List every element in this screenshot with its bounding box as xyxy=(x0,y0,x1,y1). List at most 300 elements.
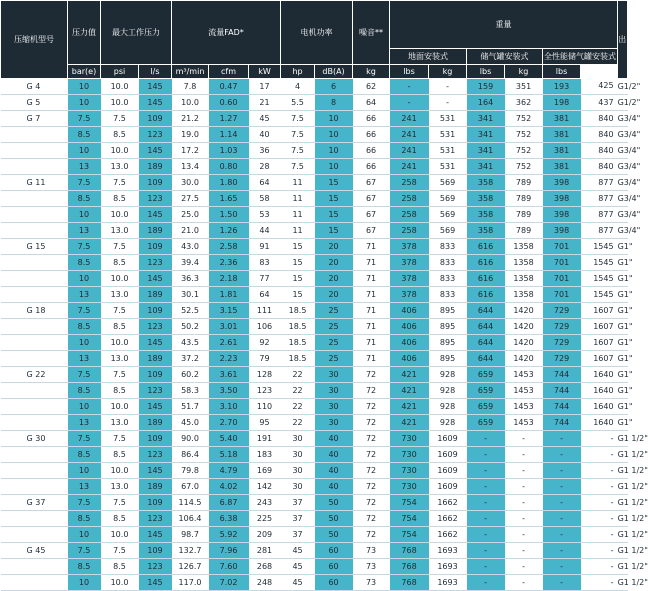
spec-cell: 8.5 xyxy=(68,319,101,335)
spec-cell: 659 xyxy=(467,383,505,399)
spec-cell: 1.80 xyxy=(209,175,249,191)
unit-header: kg xyxy=(429,65,467,79)
spec-cell: 1.81 xyxy=(209,287,249,303)
spec-cell: 7.5 xyxy=(101,543,139,559)
spec-cell: 730 xyxy=(390,431,429,447)
spec-cell: G1 1/2" xyxy=(618,543,628,559)
table-row xyxy=(1,255,628,271)
table-row xyxy=(1,495,628,511)
spec-cell: 159 xyxy=(467,79,505,95)
spec-cell: G3/4" xyxy=(618,175,628,191)
spec-cell: 8.5 xyxy=(101,319,139,335)
outlet-cell: 877 xyxy=(581,207,618,223)
spec-cell: 71 xyxy=(353,255,390,271)
spec-cell: 7.5 xyxy=(101,111,139,127)
unit-header: psi xyxy=(101,65,139,79)
model-cell xyxy=(1,127,68,143)
spec-cell: G1" xyxy=(618,287,628,303)
spec-cell: 421 xyxy=(390,415,429,431)
spec-cell: 7.02 xyxy=(209,575,249,591)
spec-cell: - xyxy=(467,463,505,479)
spec-cell: G1" xyxy=(618,367,628,383)
spec-cell: 752 xyxy=(505,127,543,143)
spec-cell: 10.0 xyxy=(101,527,139,543)
spec-cell: 569 xyxy=(429,223,467,239)
spec-cell: 11 xyxy=(281,191,315,207)
outlet-cell: - xyxy=(581,527,618,543)
spec-cell: 71 xyxy=(353,335,390,351)
spec-cell: 1662 xyxy=(429,495,467,511)
model-cell xyxy=(1,191,68,207)
spec-cell: 72 xyxy=(353,431,390,447)
spec-cell: - xyxy=(467,575,505,591)
spec-cell: 7.5 xyxy=(281,143,315,159)
spec-cell: - xyxy=(429,79,467,95)
spec-cell: 8.5 xyxy=(68,559,101,575)
spec-cell: 45 xyxy=(281,559,315,575)
spec-cell: 123 xyxy=(139,559,172,575)
spec-cell: 378 xyxy=(390,287,429,303)
spec-cell: 768 xyxy=(390,559,429,575)
spec-cell: 145 xyxy=(139,79,172,95)
table-row xyxy=(1,367,628,383)
spec-cell: 701 xyxy=(543,255,581,271)
spec-cell: 752 xyxy=(505,143,543,159)
spec-cell: 72 xyxy=(353,415,390,431)
unit-header: cfm xyxy=(209,65,249,79)
spec-cell: 60 xyxy=(315,559,353,575)
spec-cell: 729 xyxy=(543,319,581,335)
spec-cell: 71 xyxy=(353,287,390,303)
spec-cell: 701 xyxy=(543,287,581,303)
spec-cell: 18.5 xyxy=(281,303,315,319)
table-row xyxy=(1,175,628,191)
table-row xyxy=(1,559,628,575)
outlet-cell: - xyxy=(581,543,618,559)
spec-cell: 5.92 xyxy=(209,527,249,543)
spec-cell: - xyxy=(467,447,505,463)
spec-cell: 258 xyxy=(390,207,429,223)
spec-cell: 398 xyxy=(543,175,581,191)
spec-cell: 616 xyxy=(467,271,505,287)
spec-cell: - xyxy=(543,479,581,495)
spec-cell: 768 xyxy=(390,543,429,559)
spec-cell: 1420 xyxy=(505,303,543,319)
unit-header: l/s xyxy=(139,65,172,79)
table-row xyxy=(1,191,628,207)
spec-cell: 7.5 xyxy=(101,431,139,447)
spec-cell: 730 xyxy=(390,463,429,479)
spec-cell: - xyxy=(467,495,505,511)
spec-cell: 729 xyxy=(543,303,581,319)
spec-cell: 398 xyxy=(543,223,581,239)
spec-cell: G1 1/2" xyxy=(618,527,628,543)
spec-cell: 13.0 xyxy=(101,479,139,495)
spec-cell: 928 xyxy=(429,383,467,399)
table-row xyxy=(1,127,628,143)
spec-cell: 98.7 xyxy=(172,527,209,543)
spec-cell: 0.47 xyxy=(209,79,249,95)
spec-cell: - xyxy=(467,543,505,559)
spec-cell: 83 xyxy=(249,255,281,271)
spec-cell: 72 xyxy=(353,479,390,495)
spec-cell: 789 xyxy=(505,207,543,223)
spec-cell: 67.0 xyxy=(172,479,209,495)
spec-cell: 36 xyxy=(249,143,281,159)
spec-cell: G1 1/2" xyxy=(618,495,628,511)
table-row xyxy=(1,511,628,527)
spec-cell: 701 xyxy=(543,239,581,255)
spec-cell: 72 xyxy=(353,495,390,511)
spec-cell: 241 xyxy=(390,111,429,127)
spec-cell: 13.4 xyxy=(172,159,209,175)
unit-header: hp xyxy=(281,65,315,79)
spec-cell: 258 xyxy=(390,191,429,207)
spec-cell: 531 xyxy=(429,111,467,127)
spec-cell: 895 xyxy=(429,303,467,319)
spec-cell: 17 xyxy=(249,79,281,95)
spec-cell: G1 1/2" xyxy=(618,447,628,463)
spec-cell: 421 xyxy=(390,383,429,399)
spec-cell: 3.01 xyxy=(209,319,249,335)
spec-cell: 744 xyxy=(543,399,581,415)
spec-cell: 644 xyxy=(467,335,505,351)
spec-cell: 1.14 xyxy=(209,127,249,143)
outlet-cell: 1607 xyxy=(581,303,618,319)
unit-header: kg xyxy=(353,65,390,79)
model-cell: G 18 xyxy=(1,303,68,319)
spec-cell: 381 xyxy=(543,143,581,159)
model-cell xyxy=(1,319,68,335)
spec-cell: - xyxy=(543,527,581,543)
spec-cell: 11 xyxy=(281,175,315,191)
spec-cell: 358 xyxy=(467,207,505,223)
spec-cell: 10 xyxy=(315,143,353,159)
spec-cell: 50 xyxy=(315,495,353,511)
spec-cell: 6.87 xyxy=(209,495,249,511)
spec-cell: 7.5 xyxy=(68,431,101,447)
spec-cell: 18.5 xyxy=(281,335,315,351)
spec-cell: 64 xyxy=(353,95,390,111)
spec-cell: 198 xyxy=(543,95,581,111)
spec-cell: 7.5 xyxy=(68,175,101,191)
outlet-cell: - xyxy=(581,463,618,479)
spec-cell: 8.5 xyxy=(101,447,139,463)
spec-cell: 67 xyxy=(353,175,390,191)
spec-cell: 183 xyxy=(249,447,281,463)
spec-cell: 193 xyxy=(543,79,581,95)
spec-cell: 45 xyxy=(281,575,315,591)
spec-cell: G3/4" xyxy=(618,159,628,175)
spec-cell: 132.7 xyxy=(172,543,209,559)
spec-cell: 73 xyxy=(353,575,390,591)
unit-header: lbs xyxy=(390,65,429,79)
table-row xyxy=(1,415,628,431)
spec-cell: 40 xyxy=(315,431,353,447)
spec-cell: 43.0 xyxy=(172,239,209,255)
spec-cell: - xyxy=(505,527,543,543)
table-row xyxy=(1,319,628,335)
spec-cell: 72 xyxy=(353,511,390,527)
spec-cell: 37.2 xyxy=(172,351,209,367)
spec-cell: 241 xyxy=(390,127,429,143)
spec-cell: 895 xyxy=(429,351,467,367)
spec-cell: 123 xyxy=(139,191,172,207)
model-cell xyxy=(1,575,68,591)
outlet-cell: 1640 xyxy=(581,367,618,383)
spec-cell: 531 xyxy=(429,127,467,143)
spec-cell: 22 xyxy=(281,399,315,415)
spec-cell: 341 xyxy=(467,143,505,159)
spec-cell: 25 xyxy=(315,319,353,335)
spec-cell: G1" xyxy=(618,319,628,335)
outlet-cell: 1640 xyxy=(581,399,618,415)
spec-cell: - xyxy=(505,495,543,511)
outlet-cell: 840 xyxy=(581,127,618,143)
spec-cell: 72 xyxy=(353,463,390,479)
table-row xyxy=(1,543,628,559)
spec-cell: 752 xyxy=(505,111,543,127)
spec-cell: 752 xyxy=(505,159,543,175)
spec-cell: 2.58 xyxy=(209,239,249,255)
table-row xyxy=(1,159,628,175)
model-cell xyxy=(1,159,68,175)
spec-cell: - xyxy=(467,511,505,527)
spec-cell: 145 xyxy=(139,463,172,479)
spec-cell: 40 xyxy=(249,127,281,143)
table-body xyxy=(1,79,648,591)
spec-cell: G1 1/2" xyxy=(618,463,628,479)
spec-cell: 8.5 xyxy=(101,127,139,143)
outlet-cell: - xyxy=(581,431,618,447)
spec-cell: 729 xyxy=(543,335,581,351)
spec-cell: 531 xyxy=(429,143,467,159)
spec-cell: 13.0 xyxy=(101,351,139,367)
header-pressure: 压力值 xyxy=(68,1,101,65)
spec-cell: 66 xyxy=(353,159,390,175)
spec-cell: 569 xyxy=(429,191,467,207)
spec-cell: 406 xyxy=(390,303,429,319)
spec-cell: 10 xyxy=(68,79,101,95)
spec-cell: - xyxy=(390,95,429,111)
spec-cell: 51.7 xyxy=(172,399,209,415)
spec-cell: 268 xyxy=(249,559,281,575)
spec-cell: 8.5 xyxy=(101,191,139,207)
spec-cell: 833 xyxy=(429,255,467,271)
spec-cell: 248 xyxy=(249,575,281,591)
spec-cell: 10 xyxy=(68,527,101,543)
spec-cell: 20 xyxy=(315,239,353,255)
spec-cell: 25 xyxy=(315,351,353,367)
model-cell xyxy=(1,271,68,287)
model-cell xyxy=(1,143,68,159)
spec-cell: 73 xyxy=(353,559,390,575)
table-row xyxy=(1,351,628,367)
spec-cell: 3.61 xyxy=(209,367,249,383)
spec-cell: - xyxy=(543,431,581,447)
spec-cell: 10 xyxy=(68,399,101,415)
spec-cell: 145 xyxy=(139,399,172,415)
spec-cell: 744 xyxy=(543,367,581,383)
spec-cell: 789 xyxy=(505,191,543,207)
spec-cell: 15 xyxy=(315,207,353,223)
spec-cell: 8.5 xyxy=(68,511,101,527)
spec-cell: 67 xyxy=(353,223,390,239)
spec-cell: 11 xyxy=(281,207,315,223)
spec-cell: 18.5 xyxy=(281,319,315,335)
spec-cell: 13.0 xyxy=(101,415,139,431)
spec-cell: 406 xyxy=(390,351,429,367)
spec-cell: 1358 xyxy=(505,287,543,303)
spec-cell: 71 xyxy=(353,239,390,255)
spec-cell: 1662 xyxy=(429,527,467,543)
spec-cell: 30 xyxy=(281,431,315,447)
model-cell xyxy=(1,527,68,543)
spec-cell: 13 xyxy=(68,223,101,239)
spec-cell: 67 xyxy=(353,191,390,207)
spec-cell: 90.0 xyxy=(172,431,209,447)
spec-cell: 77 xyxy=(249,271,281,287)
spec-cell: 25.0 xyxy=(172,207,209,223)
spec-cell: 142 xyxy=(249,479,281,495)
spec-cell: 1358 xyxy=(505,255,543,271)
spec-cell: G1" xyxy=(618,383,628,399)
outlet-cell: 1607 xyxy=(581,335,618,351)
spec-cell: 15 xyxy=(281,239,315,255)
spec-cell: 341 xyxy=(467,127,505,143)
header-noise: 噪音** xyxy=(353,1,390,65)
spec-cell: 20 xyxy=(315,255,353,271)
spec-cell: 754 xyxy=(390,495,429,511)
spec-cell: 895 xyxy=(429,335,467,351)
spec-cell: 10 xyxy=(315,111,353,127)
spec-cell: 15 xyxy=(315,191,353,207)
spec-cell: 381 xyxy=(543,159,581,175)
outlet-cell: - xyxy=(581,495,618,511)
spec-cell: - xyxy=(467,559,505,575)
spec-cell: 64 xyxy=(249,175,281,191)
unit-header: lbs xyxy=(543,65,581,79)
table-row xyxy=(1,239,628,255)
spec-cell: 145 xyxy=(139,575,172,591)
spec-cell: 21.0 xyxy=(172,223,209,239)
spec-cell: 381 xyxy=(543,127,581,143)
spec-cell: 44 xyxy=(249,223,281,239)
model-cell: G 7 xyxy=(1,111,68,127)
spec-cell: 754 xyxy=(390,527,429,543)
spec-cell: 10.0 xyxy=(101,95,139,111)
spec-cell: - xyxy=(543,511,581,527)
spec-cell: 10.0 xyxy=(101,575,139,591)
header-model: 压缩机型号 xyxy=(1,1,68,79)
spec-cell: 79.8 xyxy=(172,463,209,479)
model-cell: G 22 xyxy=(1,367,68,383)
spec-cell: 789 xyxy=(505,175,543,191)
spec-cell: 60 xyxy=(315,575,353,591)
spec-cell: 10 xyxy=(68,575,101,591)
model-cell xyxy=(1,335,68,351)
spec-cell: 281 xyxy=(249,543,281,559)
spec-cell: 71 xyxy=(353,271,390,287)
spec-cell: 7.60 xyxy=(209,559,249,575)
outlet-cell: 877 xyxy=(581,175,618,191)
spec-cell: 659 xyxy=(467,415,505,431)
header-flow: 流量FAD* xyxy=(172,1,281,65)
model-cell xyxy=(1,399,68,415)
header-motor-power: 电机功率 xyxy=(281,1,353,65)
spec-cell: G1" xyxy=(618,271,628,287)
spec-cell: 71 xyxy=(353,303,390,319)
spec-cell: 10.0 xyxy=(101,143,139,159)
spec-cell: G1" xyxy=(618,239,628,255)
table-row xyxy=(1,223,628,239)
spec-cell: 2.36 xyxy=(209,255,249,271)
spec-cell: 19.0 xyxy=(172,127,209,143)
spec-cell: 164 xyxy=(467,95,505,111)
model-cell: G 11 xyxy=(1,175,68,191)
header-weight: 重量 xyxy=(390,1,618,49)
spec-cell: 72 xyxy=(353,399,390,415)
model-cell xyxy=(1,415,68,431)
spec-cell: 40 xyxy=(315,463,353,479)
spec-cell: 569 xyxy=(429,175,467,191)
spec-cell: G3/4" xyxy=(618,191,628,207)
spec-cell: G1/2" xyxy=(618,95,628,111)
spec-cell: 8.5 xyxy=(101,559,139,575)
spec-cell: 22 xyxy=(281,367,315,383)
unit-header: bar(e) xyxy=(68,65,101,79)
spec-cell: G1" xyxy=(618,415,628,431)
model-cell: G 15 xyxy=(1,239,68,255)
spec-cell: 730 xyxy=(390,447,429,463)
spec-cell: 30 xyxy=(281,447,315,463)
spec-cell: 341 xyxy=(467,111,505,127)
spec-cell: 30 xyxy=(281,479,315,495)
spec-cell: 95 xyxy=(249,415,281,431)
spec-cell: G3/4" xyxy=(618,207,628,223)
spec-cell: G1/2" xyxy=(618,79,628,95)
spec-cell: 40 xyxy=(315,479,353,495)
spec-cell: 4.79 xyxy=(209,463,249,479)
spec-cell: 123 xyxy=(139,255,172,271)
spec-cell: G1 1/2" xyxy=(618,575,628,591)
spec-cell: 421 xyxy=(390,399,429,415)
outlet-cell: 1545 xyxy=(581,271,618,287)
model-cell: G 5 xyxy=(1,95,68,111)
spec-cell: 30 xyxy=(281,463,315,479)
spec-cell: 7.5 xyxy=(281,111,315,127)
spec-cell: 2.70 xyxy=(209,415,249,431)
spec-cell: 833 xyxy=(429,287,467,303)
table-row xyxy=(1,111,628,127)
outlet-cell: 1640 xyxy=(581,383,618,399)
outlet-cell: 1607 xyxy=(581,351,618,367)
spec-cell: 569 xyxy=(429,207,467,223)
spec-cell: 1453 xyxy=(505,367,543,383)
spec-cell: 109 xyxy=(139,367,172,383)
spec-cell: 64 xyxy=(249,287,281,303)
spec-cell: - xyxy=(543,543,581,559)
spec-cell: 110 xyxy=(249,399,281,415)
table-row xyxy=(1,287,628,303)
spec-cell: - xyxy=(467,527,505,543)
spec-cell: - xyxy=(505,479,543,495)
spec-cell: 30 xyxy=(315,367,353,383)
spec-cell: 1693 xyxy=(429,559,467,575)
spec-cell: 7.5 xyxy=(281,159,315,175)
spec-cell: 241 xyxy=(390,159,429,175)
spec-cell: 15 xyxy=(315,223,353,239)
